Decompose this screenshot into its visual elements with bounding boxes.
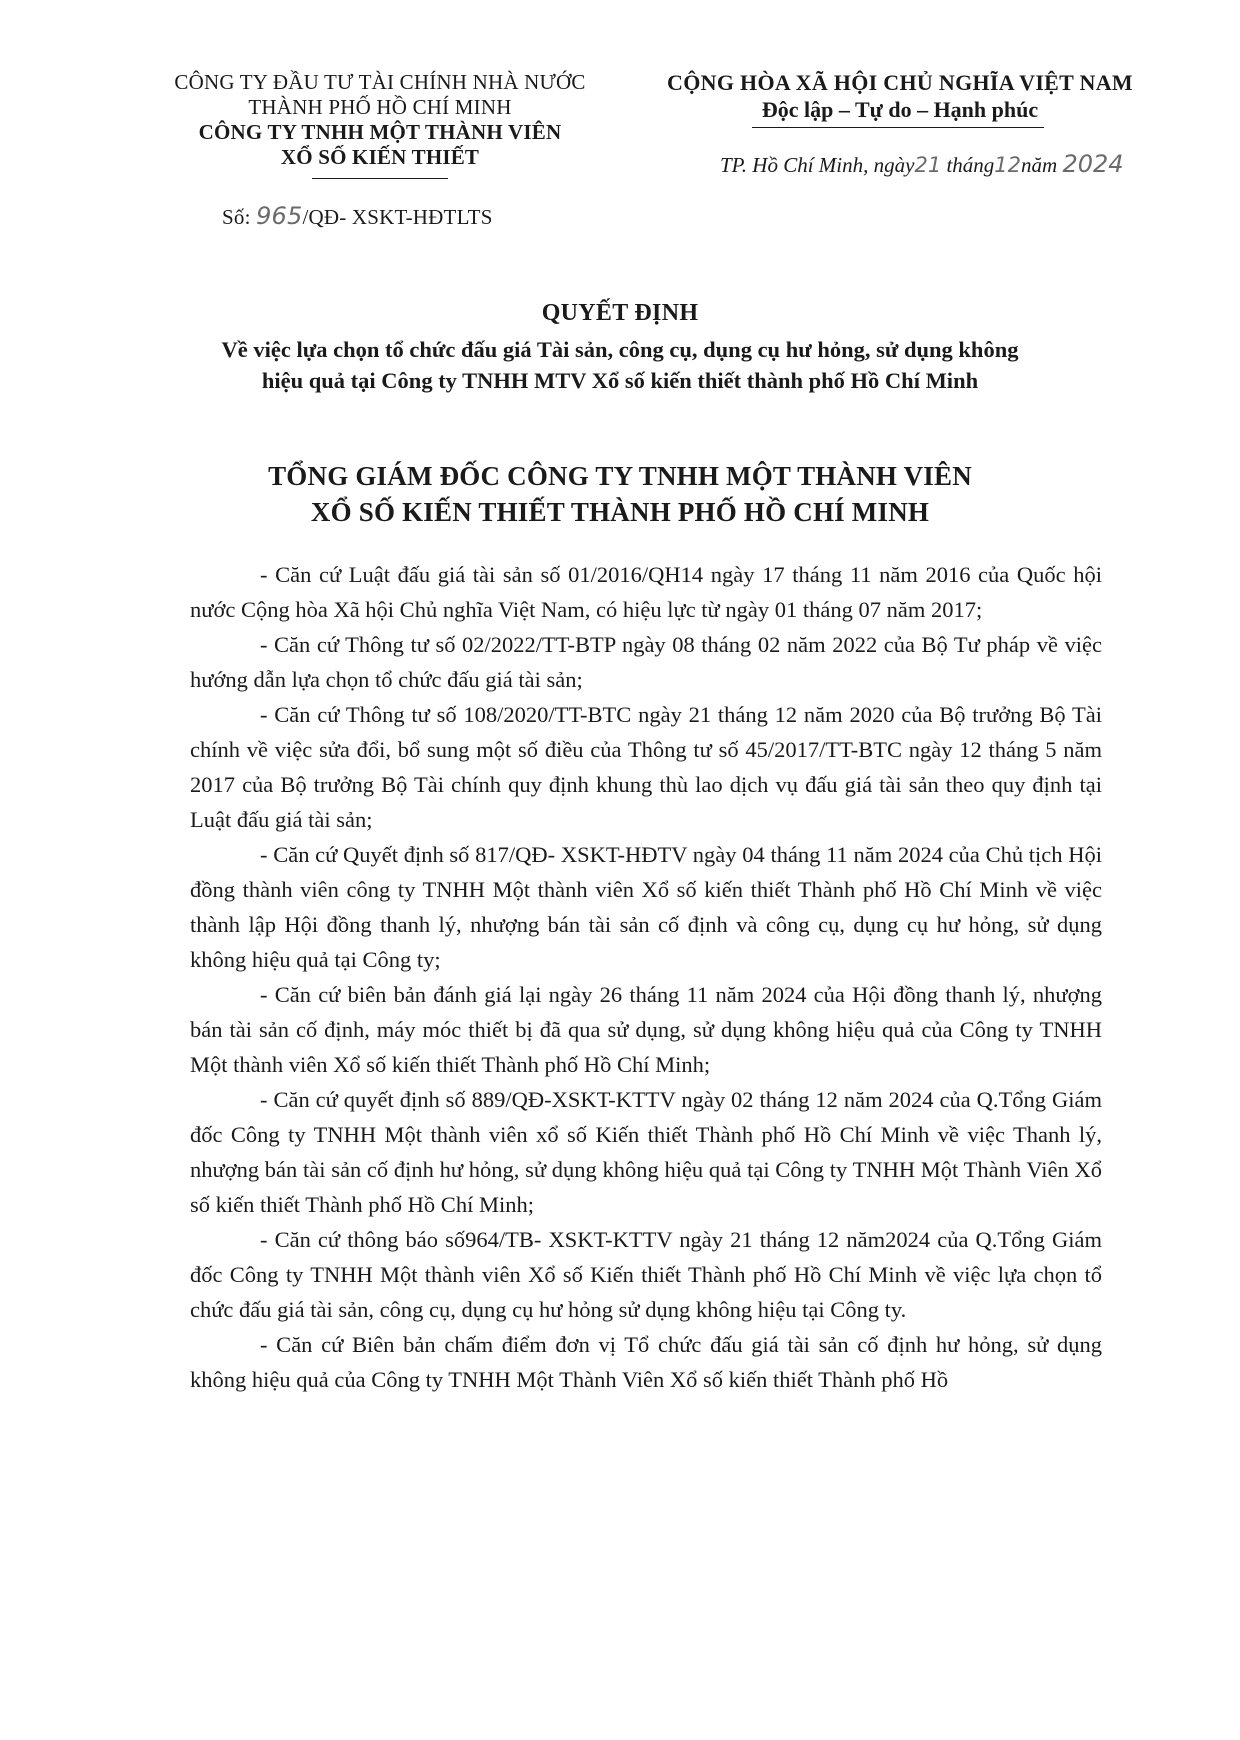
number-handwritten: 965 bbox=[256, 202, 303, 230]
legal-basis-item: - Căn cứ Biên bản chấm điểm đơn vị Tổ chức đấu giá tài sản cố định hư hỏng, sử dụng không hiệu quả của Công ty TNHH Một Thành Viên Xổ số kiến thiết Thành phố Hồ bbox=[190, 1332, 1102, 1392]
legal-basis-item: - Căn cứ Thông tư số 108/2020/TT-BTC ngày 21 tháng 12 năm 2020 của Bộ trưởng Bộ Tài chính về việc sửa đổi, bổ sung một số điều của Thông tư số 45/2017/TT-BTC ngày 12 tháng 5 năm 2017 của Bộ trưởng Bộ Tài chính quy định khung thù lao dịch vụ đấu giá tài sản theo quy định tại Luật đấu giá tài sản; bbox=[190, 702, 1102, 832]
document-number bbox=[222, 204, 642, 230]
country-name: CỘNG HÒA XÃ HỘI CHỦ NGHĨA VIỆT NAM bbox=[667, 70, 1133, 95]
authority-line-1: TỔNG GIÁM ĐỐC CÔNG TY TNHH MỘT THÀNH VIÊN bbox=[268, 461, 972, 491]
date-month-label: tháng bbox=[946, 153, 995, 177]
national-motto bbox=[640, 70, 1160, 124]
number-suffix: /QĐ- XSKT-HĐTLTS bbox=[302, 205, 493, 229]
date-day: 21 bbox=[914, 153, 942, 177]
date-place: TP. Hồ Chí Minh, ngày bbox=[720, 153, 915, 177]
subject-line-1: Về việc lựa chọn tổ chức đấu giá Tài sản, công cụ, dụng cụ hư hỏng, sử dụng không bbox=[221, 337, 1019, 362]
document-title: QUYẾT ĐỊNH bbox=[541, 300, 699, 326]
legal-basis-item: - Căn cứ Quyết định số 817/QĐ- XSKT-HĐTV ngày 04 tháng 11 năm 2024 của Chủ tịch Hội đồng thành viên công ty TNHH Một thành viên Xổ số kiến thiết Thành phố Hồ Chí Minh về việc thành lập Hội đồng thanh lý, nhượng bán tài sản cố định và công cụ, dụng cụ hư hỏng, sử dụng không hiệu quả tại Công ty; bbox=[190, 842, 1102, 972]
parent-company-name: CÔNG TY ĐẦU TƯ TÀI CHÍNH NHÀ NƯỚC bbox=[174, 70, 586, 94]
issuing-organization bbox=[120, 70, 640, 170]
parent-company-city: THÀNH PHỐ HỒ CHÍ MINH bbox=[248, 95, 512, 119]
company-name-line2: XỔ SỐ KIẾN THIẾT bbox=[280, 145, 480, 169]
company-name: CÔNG TY TNHH MỘT THÀNH VIÊN bbox=[198, 120, 562, 144]
issuing-authority bbox=[100, 458, 1140, 530]
left-header-rule bbox=[312, 178, 448, 179]
legal-basis-item: - Căn cứ quyết định số 889/QĐ-XSKT-KTTV ngày 02 tháng 12 năm 2024 của Q.Tổng Giám đốc Công ty TNHH Một thành viên xổ số Kiến thiết Thành phố Hồ Chí Minh về việc Thanh lý, nhượng bán tài sản cố định hư hỏng, sử dụng không hiệu quả tại Công ty TNHH Một Thành Viên Xổ số kiến thiết Thành phố Hồ Chí Minh; bbox=[190, 1087, 1102, 1217]
legal-basis-item: - Căn cứ Luật đấu giá tài sản số 01/2016/QH14 ngày 17 tháng 11 năm 2016 của Quốc hội nước Cộng hòa Xã hội Chủ nghĩa Việt Nam, có hiệu lực từ ngày 01 tháng 07 năm 2017; bbox=[190, 562, 1102, 622]
date-year: 2024 bbox=[1062, 150, 1124, 178]
legal-basis bbox=[190, 557, 1102, 1397]
right-header-rule bbox=[752, 127, 1044, 128]
legal-basis-item: - Căn cứ thông báo số964/TB- XSKT-KTTV ngày 21 tháng 12 năm2024 của Q.Tổng Giám đốc Công ty TNHH Một thành viên Xổ số Kiến thiết Thành phố Hồ Chí Minh về việc lựa chọn tổ chức đấu giá tài sản, công cụ, dụng cụ hư hỏng sử dụng không hiệu tại Công ty. bbox=[190, 1227, 1102, 1322]
date-month: 12 bbox=[994, 153, 1022, 177]
legal-basis-item: - Căn cứ biên bản đánh giá lại ngày 26 tháng 11 năm 2024 của Hội đồng thanh lý, nhượng bán tài sản cố định, máy móc thiết bị đã qua sử dụng, sử dụng không hiệu quả của Công ty TNHH Một thành viên Xổ số kiến thiết Thành phố Hồ Chí Minh; bbox=[190, 982, 1102, 1077]
subject-line-2: hiệu quả tại Công ty TNHH MTV Xổ số kiến thiết thành phố Hồ Chí Minh bbox=[261, 368, 979, 393]
motto: Độc lập – Tự do – Hạnh phúc bbox=[761, 97, 1039, 122]
date-year-label: năm bbox=[1021, 153, 1058, 177]
document-subject bbox=[100, 334, 1140, 396]
authority-line-2: XỔ SỐ KIẾN THIẾT THÀNH PHỐ HỒ CHÍ MINH bbox=[310, 497, 930, 527]
issue-date bbox=[720, 150, 1200, 178]
number-prefix: Số: bbox=[222, 205, 251, 229]
legal-basis-item: - Căn cứ Thông tư số 02/2022/TT-BTP ngày 08 tháng 02 năm 2022 của Bộ Tư pháp về việc hướng dẫn lựa chọn tổ chức đấu giá tài sản; bbox=[190, 632, 1102, 692]
